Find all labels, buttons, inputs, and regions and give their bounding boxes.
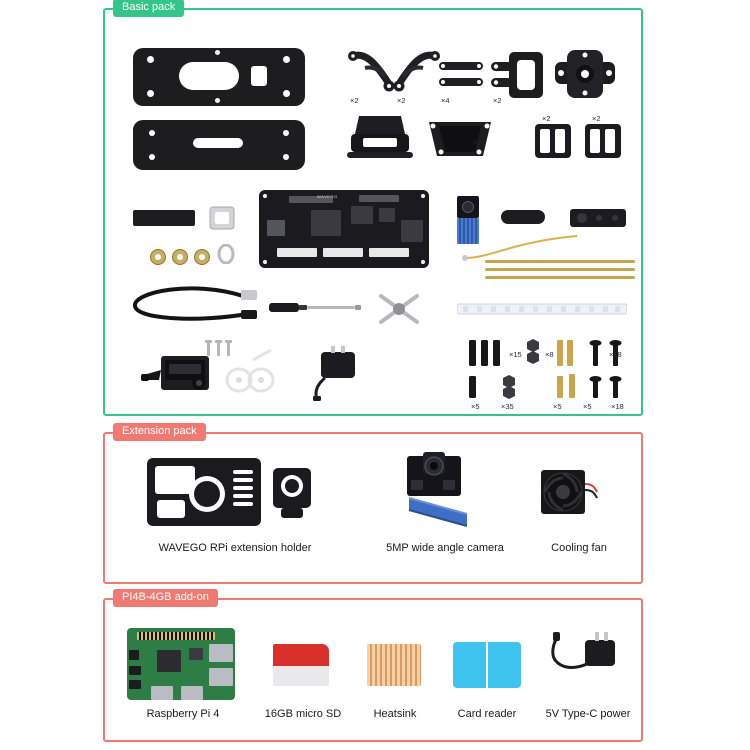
linkage-arm-pair-a bbox=[345, 50, 397, 98]
section-pi4b-addon-tag: PI4B-4GB add-on bbox=[113, 589, 218, 607]
wavego-driver-board bbox=[259, 190, 429, 268]
hw-count-2: ×8 bbox=[545, 350, 554, 359]
hw-count-7: ×5 bbox=[583, 402, 592, 411]
hw-count-6: ×5 bbox=[553, 402, 562, 411]
rpi-holder-cover bbox=[271, 466, 313, 520]
short-link-set bbox=[435, 58, 487, 94]
section-pi4b-addon bbox=[103, 591, 643, 742]
part-count-arm-b: ×2 bbox=[397, 96, 406, 105]
chassis-plate-bottom bbox=[133, 120, 305, 170]
usb-cable bbox=[123, 286, 261, 326]
section-basic-pack-tag: Basic pack bbox=[113, 0, 184, 17]
part-count-short-link: ×4 bbox=[441, 96, 450, 105]
battery-module bbox=[133, 210, 195, 226]
small-white-bracket bbox=[209, 206, 235, 230]
hw-count-4: ×5 bbox=[471, 402, 480, 411]
gold-rail-c bbox=[485, 276, 635, 279]
label-type-c-power: 5V Type-C power bbox=[545, 708, 631, 720]
part-count-foot-a: ×2 bbox=[542, 114, 551, 123]
type-c-power-adapter bbox=[551, 630, 617, 692]
camera-module-5mp bbox=[393, 452, 473, 532]
screwdriver bbox=[269, 298, 361, 316]
servo-mount-plate bbox=[509, 52, 543, 98]
camera-module-small bbox=[457, 196, 479, 218]
card-reader bbox=[453, 642, 521, 688]
chassis-plate-top bbox=[133, 48, 305, 106]
gold-rail-b bbox=[485, 268, 635, 271]
power-adapter-basic bbox=[311, 346, 363, 402]
battery-holder-bracket bbox=[345, 114, 415, 164]
label-5mp-camera: 5MP wide angle camera bbox=[386, 542, 504, 554]
hardware-screw-kit bbox=[465, 336, 635, 402]
sensor-module bbox=[569, 208, 627, 228]
led-strip bbox=[457, 302, 627, 316]
cross-wrench bbox=[377, 292, 421, 326]
label-card-reader: Card reader bbox=[457, 708, 517, 720]
servo-screw-set bbox=[205, 340, 235, 360]
board-brand-text: WAVEGO bbox=[317, 194, 338, 199]
hw-count-5: ×35 bbox=[501, 402, 514, 411]
body-hub-bracket bbox=[553, 48, 617, 100]
foot-bracket-a bbox=[533, 122, 573, 160]
micro-sd-card bbox=[273, 644, 329, 686]
antenna-wire bbox=[461, 232, 581, 262]
rpi-extension-holder bbox=[145, 456, 263, 528]
x-frame-plate bbox=[423, 118, 497, 160]
label-cooling-fan: Cooling fan bbox=[551, 542, 607, 554]
label-raspberry-pi-4: Raspberry Pi 4 bbox=[146, 708, 220, 720]
heatsink bbox=[367, 644, 421, 686]
cooling-fan bbox=[537, 466, 599, 520]
part-count-arm-a: ×2 bbox=[350, 96, 359, 105]
label-micro-sd: 16GB micro SD bbox=[264, 708, 342, 720]
section-basic-pack bbox=[103, 1, 643, 416]
battery-cell bbox=[501, 210, 545, 224]
part-count-mid-link: ×2 bbox=[493, 96, 502, 105]
hw-count-8: ×18 bbox=[611, 402, 624, 411]
spacer-ring bbox=[217, 244, 235, 264]
section-extension-pack bbox=[103, 425, 643, 584]
part-count-foot-b: ×2 bbox=[592, 114, 601, 123]
section-extension-pack-tag: Extension pack bbox=[113, 423, 206, 441]
bearing-set bbox=[149, 248, 215, 266]
label-extension-holder: WAVEGO RPi extension holder bbox=[158, 542, 312, 554]
raspberry-pi-4-board bbox=[127, 628, 235, 700]
gold-rail-a bbox=[485, 260, 635, 263]
part-count-x-frame: ×2 bbox=[473, 138, 482, 147]
label-heatsink: Heatsink bbox=[373, 708, 417, 720]
hw-count-1: ×15 bbox=[509, 350, 522, 359]
hw-count-3: ×18 bbox=[609, 350, 622, 359]
foot-bracket-b bbox=[583, 122, 623, 160]
